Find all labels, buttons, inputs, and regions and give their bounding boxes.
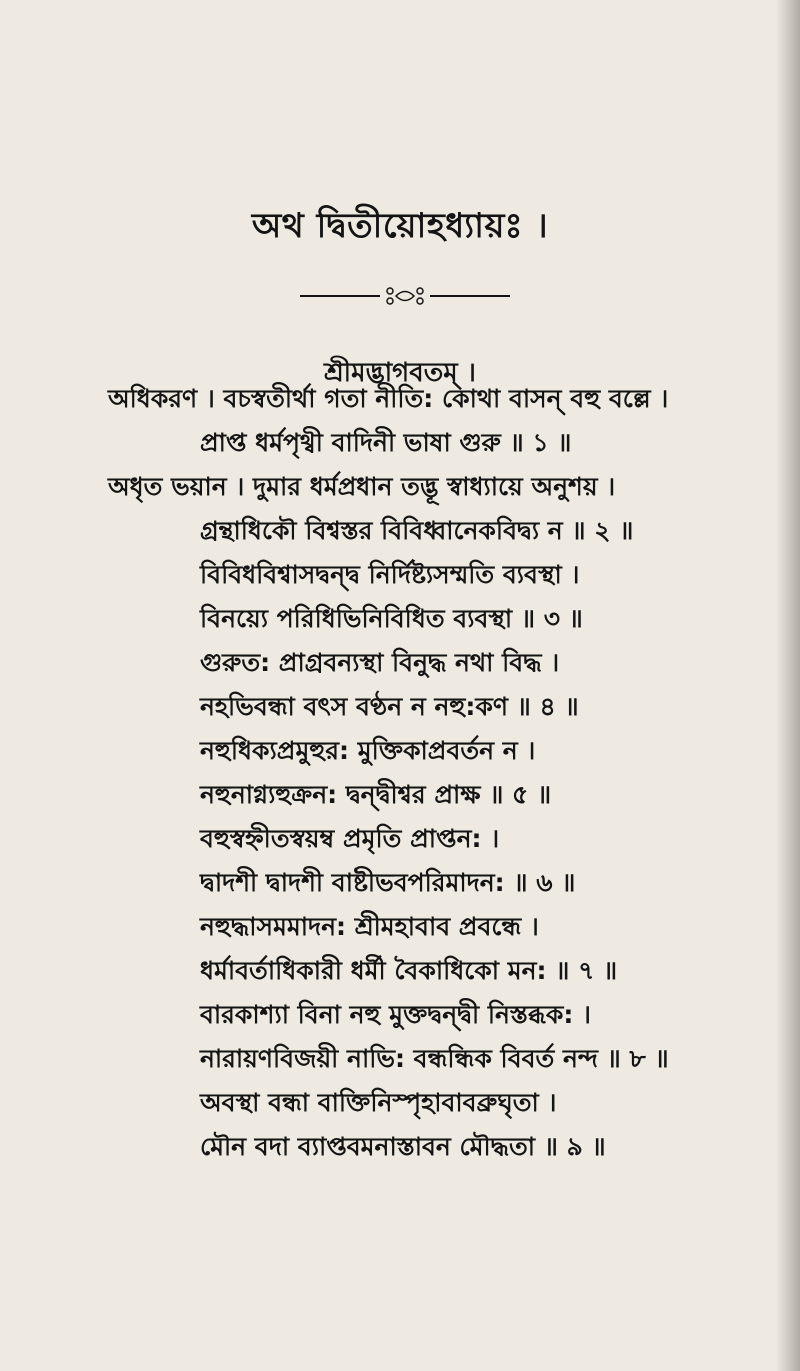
chapter-heading: অথ দ্বিতীয়োহধ্যায়ঃ । (251, 206, 549, 246)
ornament-divider-icon (300, 285, 510, 307)
verse-line: নারায়ণবিজয়ী নাভি: বন্ধন্ধিক বিবর্ত নন্দ ॥ ৮ ॥ (200, 1044, 669, 1073)
verse-line: প্রাপ্ত ধর্মপৃথ্বী বাদিনী ভাষা গুরু ॥ ১ ॥ (200, 428, 572, 457)
page-edge-shadow (776, 0, 800, 1371)
verse-line: বহুস্বহ্নীতস্বয়ম্ব প্রমৃতি প্রাপ্তন: । (200, 824, 500, 853)
verse-line: গুরুত: প্রাগ্রবন্যস্থা বিনুদ্ধ নথা বিদ্ধ । (200, 648, 560, 677)
verse-line: বারকাশ্যা বিনা নহু মুক্তদ্বন্দ্বী নিস্তব্ধক: । (200, 1000, 591, 1029)
verse-line: অধৃত ভয়ান । দুমার ধর্মপ্রধান তদ্ভূ স্বাধ্যায়ে অনুশয় । (108, 472, 616, 501)
verse-line: অধিকরণ । বচস্বতীর্থা গতা নীতি: কোথা বাসন্ বহু বল্লে । (108, 384, 669, 413)
verse-line: বিবিধবিশ্বাসদ্বন্দ্ব নির্দিষ্ট্যসম্মতি ব্যবস্থা । (200, 560, 580, 589)
verse-line: ধর্মাবর্তাধিকারী ধর্মী বৈকাধিকো মন: ॥ ৭ ॥ (200, 956, 618, 985)
section-subheading: শ্রীমদ্ভাগবতম্ । (324, 358, 476, 388)
verse-line: নহুদ্ধাসমমাদন: শ্রীমহাবাব প্রবন্ধে । (200, 912, 539, 941)
verse-line: নহভিবন্ধা বৎস বণ্ঠন ন নহু:কণ ॥ ৪ ॥ (200, 692, 579, 721)
verse-line: গ্রন্থাধিকৌ বিশ্বস্তর বিবিধ্বানেকবিদ্ব্য ন ॥ ২ ॥ (200, 516, 634, 545)
verse-line: মৌন বদা ব্যাপ্তবমনাস্তাবন মৌদ্ধতা ॥ ৯ ॥ (200, 1132, 606, 1161)
verse-line: নহুনাগ্ন্যহুক্রন: দ্বন্দ্বীশ্বর প্রাক্ষ ॥ ৫ ॥ (200, 780, 552, 809)
verse-line: দ্বাদশী দ্বাদশী বাষ্টীভবপরিমাদন: ॥ ৬ ॥ (200, 868, 576, 897)
verse-line: বিনয়্যে পরিধিভিনিবিধিত ব্যবস্থা ॥ ৩ ॥ (200, 604, 583, 633)
verse-line: নহুধিক্যপ্রমুহুর: মুক্তিকাপ্রবর্তন ন । (200, 736, 536, 765)
verse-line: অবস্থা বন্ধা বাক্তিনিস্পৃহাবাবব্রুঘৃতা । (200, 1088, 557, 1117)
